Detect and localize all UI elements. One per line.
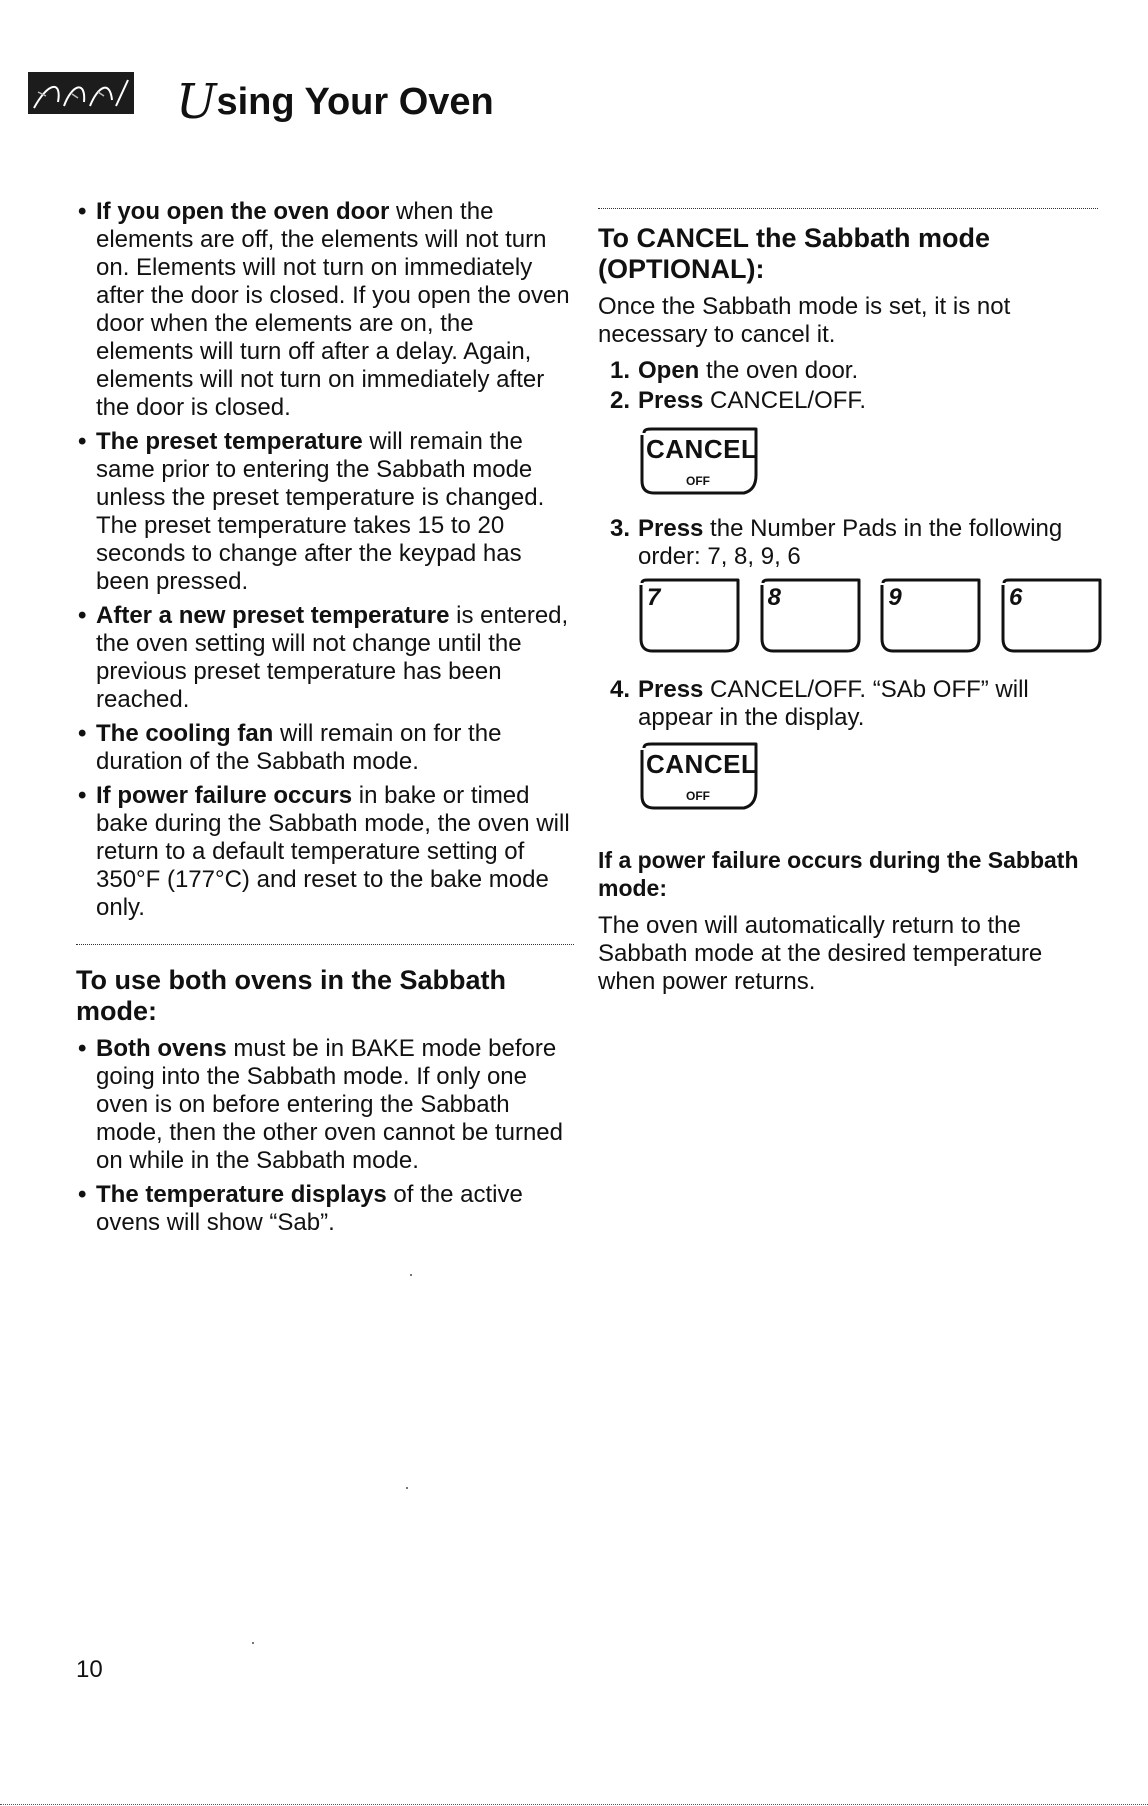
scan-speck: [406, 1487, 408, 1489]
section-divider: [76, 944, 574, 945]
scan-speck: [410, 1274, 412, 1276]
bullet-power-failure: • If power failure occurs in bake or timed bake during the Sabbath mode, the oven will return to a default temperature setting of 350°F (177°C) and reset to the bake mode only.: [76, 782, 574, 922]
bullet-temperature-displays: • The temperature displays of the active ovens will show “Sab”.: [76, 1181, 574, 1237]
off-key-label: OFF: [686, 474, 710, 488]
page-title: Using Your Oven: [176, 74, 494, 130]
step-1: 1. Open the oven door.: [610, 357, 859, 384]
number-key-8: 8: [755, 577, 867, 655]
step-3: 3. Press the Number Pads in the following order: 7, 8, 9, 6: [610, 515, 1063, 570]
number-key-9: 9: [875, 577, 987, 655]
bullet-preset-temperature: • The preset temperature will remain the same prior to entering the Sabbath mode unless the preset temperature is changed. The preset temperature takes 15 to 20 seconds to change after the keypad has been pressed.: [76, 428, 574, 596]
bullet-both-ovens: • Both ovens must be in BAKE mode before going into the Sabbath mode. If only one oven is on before entering the Sabbath mode, then the other oven cannot be turned on while in the Sabbath mode.: [76, 1035, 574, 1175]
number-keys-illustration: [634, 577, 1098, 662]
cancel-off-key-illustration: [634, 427, 764, 497]
page-number: 10: [76, 1656, 103, 1683]
section-logo-icon: [28, 72, 134, 114]
number-key-7: 7: [634, 577, 746, 655]
off-key-label: OFF: [686, 789, 710, 803]
step-2: 2. Press CANCEL/OFF.: [610, 387, 867, 414]
step-4: 4. Press CANCEL/OFF. “SAb OFF” will appear in the display.: [610, 676, 1029, 731]
bullet-oven-door: • If you open the oven door when the elements are off, the elements will not turn on. Elements will not turn on immediately after the door is closed. If you open the oven door when the elements are on, the elements will turn off after a delay. Again, elements will not turn on immediately after the door is closed.: [76, 198, 574, 422]
cancel-off-key-illustration-2: [634, 742, 764, 812]
number-key-6: 6: [996, 577, 1108, 655]
scan-speck: [252, 1642, 254, 1644]
power-failure-text: The oven will automatically return to the Sabbath mode at the desired temperature when power returns.: [598, 912, 1043, 995]
bottom-edge-rule: [0, 1804, 1148, 1805]
power-failure-heading: If a power failure occurs during the Sabbath mode:: [598, 847, 1079, 901]
left-column: [76, 198, 574, 1243]
bullet-new-preset: • After a new preset temperature is entered, the oven setting will not change until the previous preset temperature has been reached.: [76, 602, 574, 714]
cancel-sabbath-heading: To CANCEL the Sabbath mode (OPTIONAL):: [598, 223, 991, 284]
right-column: [598, 208, 1098, 996]
cancel-key-label: CANCEL: [646, 434, 758, 464]
both-ovens-heading: To use both ovens in the Sabbath mode:: [76, 965, 507, 1026]
section-divider: [598, 208, 1098, 209]
cancel-intro: Once the Sabbath mode is set, it is not necessary to cancel it.: [598, 293, 1011, 348]
cancel-key-label: CANCEL: [646, 749, 758, 779]
bullet-cooling-fan: • The cooling fan will remain on for the duration of the Sabbath mode.: [76, 720, 574, 776]
